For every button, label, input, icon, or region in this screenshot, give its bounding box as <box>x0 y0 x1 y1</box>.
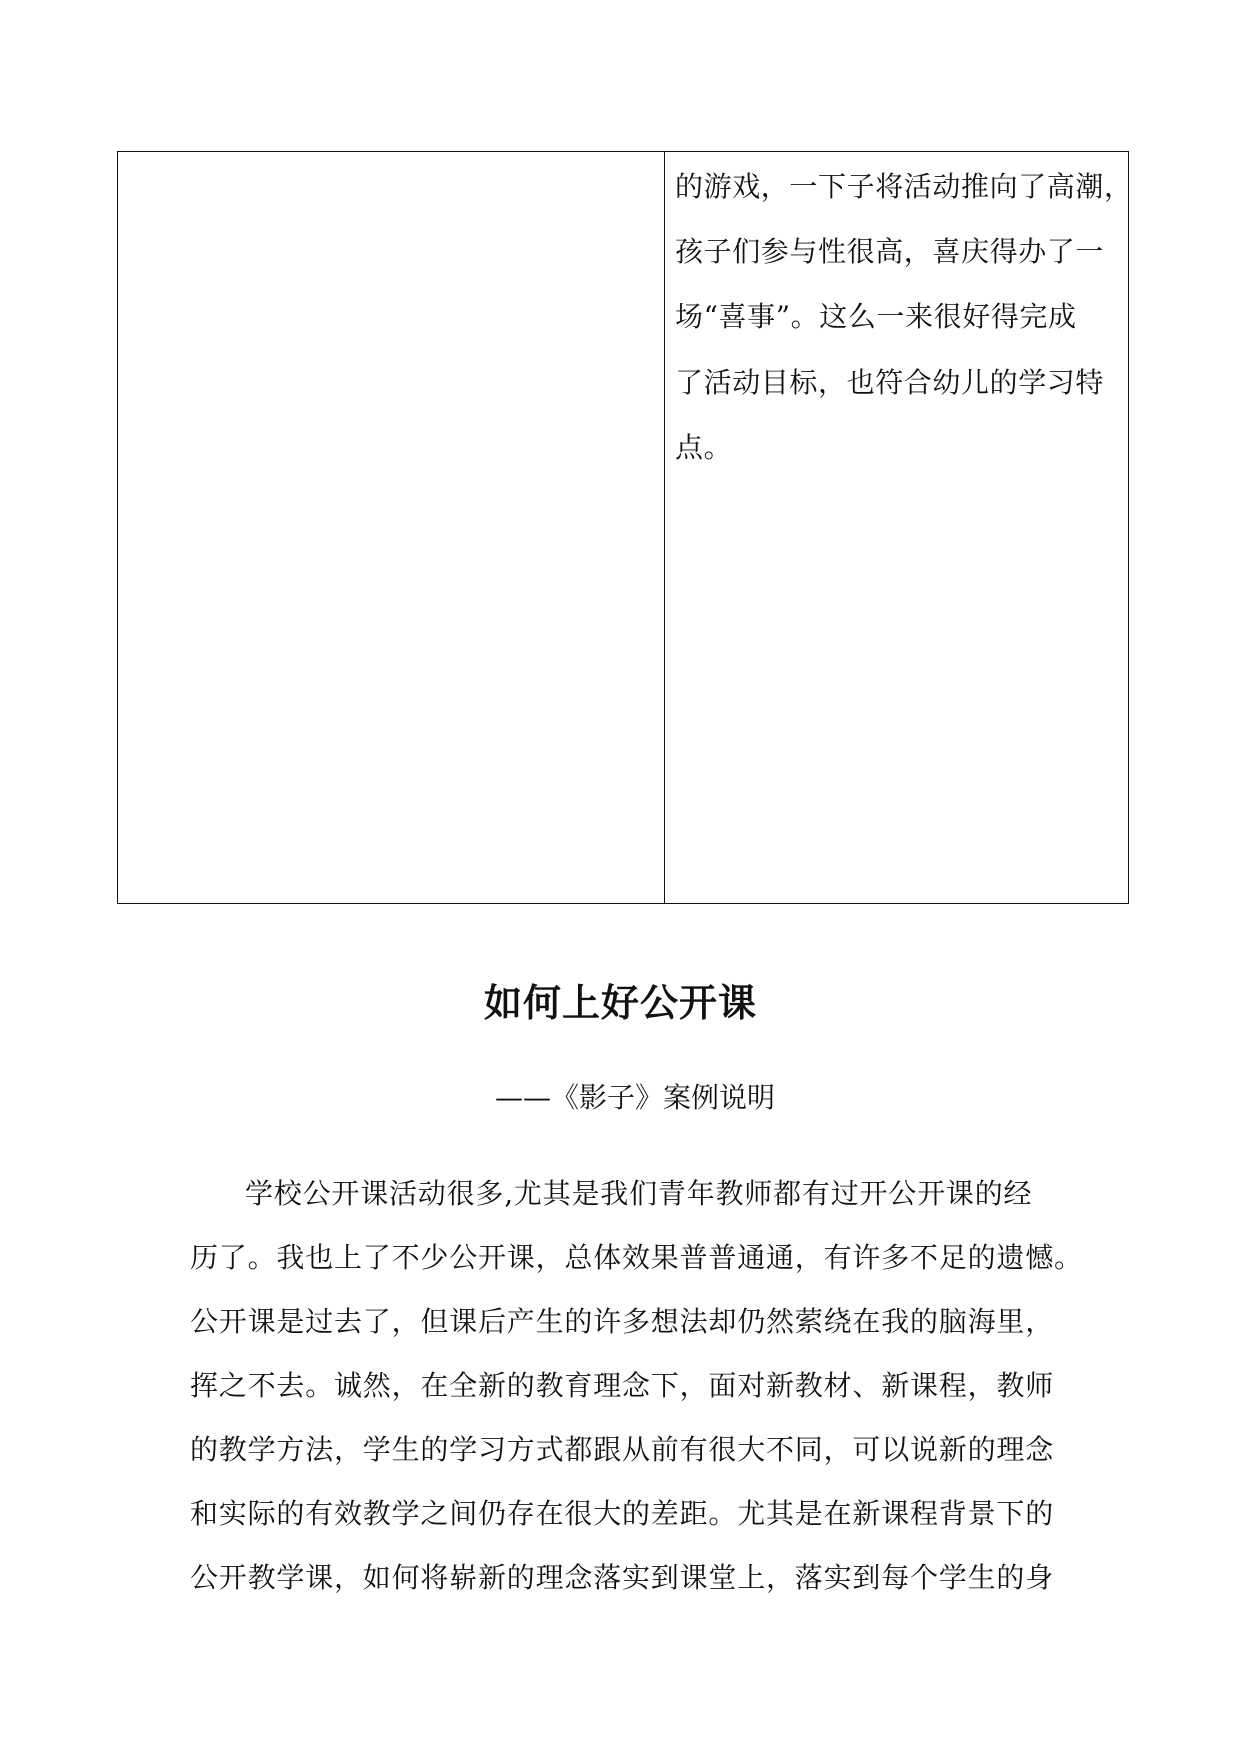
table <box>117 151 1133 904</box>
cell-text-line: 场“喜事”。这么一来很好得完成 <box>675 300 1077 333</box>
paragraph-line: 的教学方法，学生的学习方式都跟从前有很大不同，可以说新的理念 <box>190 1433 1055 1466</box>
article-title: 如何上好公开课 <box>483 980 757 1025</box>
cell-text-line: 孩子们参与性很高，喜庆得办了一 <box>675 235 1105 268</box>
paragraph-line: 和实际的有效教学之间仍存在很大的差距。尤其是在新课程背景下的 <box>190 1497 1055 1530</box>
paragraph-line: 公开教学课，如何将崭新的理念落实到课堂上，落实到每个学生的身 <box>190 1561 1055 1594</box>
cell-text-line: 了活动目标，也符合幼儿的学习特 <box>675 366 1105 399</box>
paragraph-line: 公开课是过去了，但课后产生的许多想法却仍然萦绕在我的脑海里， <box>190 1305 1055 1338</box>
article-subtitle: ——《影子》案例说明 <box>495 1081 776 1114</box>
paragraph-line: 挥之不去。诚然，在全新的教育理念下，面对新教材、新课程，教师 <box>190 1369 1055 1402</box>
paragraph-line: 学校公开课活动很多,尤其是我们青年教师都有过开公开课的经 <box>245 1177 1033 1210</box>
paragraph-line: 历了。我也上了不少公开课，总体效果普普通通，有许多不足的遗憾。 <box>190 1241 1083 1274</box>
cell-text-line: 点。 <box>675 431 733 464</box>
cell-text-line: 的游戏，一下子将活动推向了高潮， <box>675 170 1133 203</box>
table-column-divider <box>664 152 665 903</box>
